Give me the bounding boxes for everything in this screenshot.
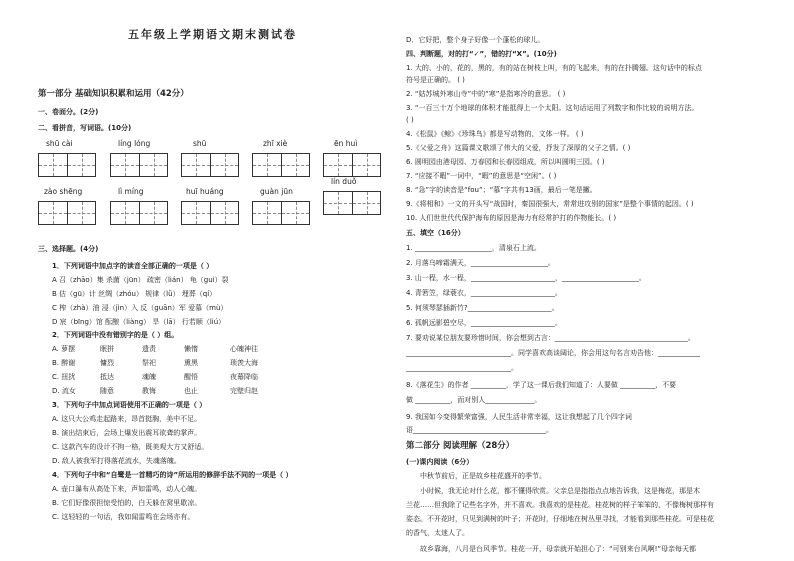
passage-line-6: 故乡靠海，八月是台风季节。桂花一开，母亲就开始担心了：“可别来台风啊!”母亲每天都 [420, 545, 697, 553]
choice-2-word: 也止 [184, 387, 198, 395]
choice-3-d[interactable]: D. 敌人被我军打得落花流水，失魂落魄。 [52, 457, 181, 465]
judge-10[interactable]: 10. 人们世世代代保护海布的原因是海力有经常护打的作物能长。( ) [406, 214, 617, 222]
fill-2[interactable]: 2. 月落乌啼霜满天，______________________。 [406, 259, 555, 267]
answer-box[interactable] [252, 201, 310, 225]
choice-2-stem: 2．下列词语中没有错别字的是（ ）组。 [52, 331, 179, 339]
choice-2-option[interactable]: B. 醉谢 [52, 359, 76, 367]
page-title: 五年级上学期语文期末测试卷 [128, 28, 297, 41]
choice-4-a[interactable]: A. 壶口瀑布从高处下来，声如雷鸣，动人心魄。 [52, 485, 202, 493]
part2-heading: 第二部分 阅读理解（28分） [406, 441, 515, 451]
choice-2-word: 遗责 [142, 345, 156, 353]
choice-2-word: 随意 [100, 387, 114, 395]
question-4: 四、判断题，对的打“✓”，错的打“X”。(10分) [406, 50, 557, 58]
choice-2-option[interactable]: C. 扭扰 [52, 373, 76, 381]
choice-2-word: 教悔 [142, 387, 156, 395]
passage-line-4: 姿态。不开花时，只见到满树的叶子；开花时，仔细地在树丛里寻找，才能看到那些桂花。可是桂花 [406, 515, 714, 523]
fill-7b[interactable]: ______________________________。同学喜欢高谈阔论，你会用这句名言劝告他：____________ [406, 349, 700, 357]
choice-2-option[interactable]: D. 流女 [52, 387, 76, 395]
pinyin-9: guàn jūn [260, 187, 293, 196]
choice-1-a[interactable]: A 召（zhāo）集 杀菌（jūn） 疏密（lián） 龟（gui）裂 [52, 276, 229, 284]
judge-9[interactable]: 9.《将相和》一文的开头写“战国时，秦国很强大，常常进攻别的国家”是整个事情的起因。( ) [406, 200, 694, 208]
question-1: 一、卷面分。(2分) [38, 108, 99, 116]
pinyin-8: huī huáng [186, 187, 224, 196]
fill-4[interactable]: 4. 青箬笠，绿蓑衣，________________________。 [406, 289, 562, 297]
judge-1a: 1. 大的、小的，花的，黑的，有的站在树枝上叫，有的飞起来，有的在扑腾翅。这句话中的标点 [406, 64, 702, 72]
choice-2-word: 慵烈 [100, 359, 114, 367]
pinyin-10: lín duǒ [331, 177, 357, 186]
passage-line-3: 兰花……但我除了记些名字外，并不喜欢。我喜欢的是桂花。桂花树的样子笨笨的，不像梅树那样有 [406, 501, 714, 509]
pinyin-2: líng lóng [118, 139, 151, 148]
fill-9a: 9. 我国如今变得繁荣富强，人民生活非常幸福，这让我想起了几个四字词 [406, 413, 632, 421]
pinyin-4: zhī xiè [263, 139, 288, 148]
choice-3-stem: 3．下列句子中加点词语使用不正确的一项是（ ） [52, 401, 207, 409]
fill-9b[interactable]: 语______________________________________。 [406, 426, 553, 434]
fill-1[interactable]: 1. ______________________，清泉石上流。 [406, 244, 541, 252]
judge-4[interactable]: 4.《松鼠》《鲸》《珍珠鸟》都是写动物的，文体一样。 ( ) [406, 130, 584, 138]
choice-2-word: 琐羡大海 [230, 359, 258, 367]
pinyin-7: lì míng [118, 187, 144, 196]
judge-6[interactable]: 6. 圆明园由港母园、万春园和长春园组成，所以叫圆明三园。( ) [406, 158, 605, 166]
judge-3b[interactable]: ( ) [406, 116, 414, 124]
answer-box[interactable] [181, 153, 239, 177]
passage-line-2: 小时候，我无论对什么花，都不懂得欣赏。父亲总是指指点点地告诉我，这是梅花，那是木 [420, 487, 700, 495]
fill-3[interactable]: 3. 山一程，水一程，________________________，______________________。 [406, 274, 646, 282]
fill-7a[interactable]: 7. 要劝说某位朋友要珍惜时间，你会想到古言：______________________________________。 [406, 334, 695, 342]
choice-4-b[interactable]: B. 它们好像很担惊受怕的，白天躲在窝里歇凉。 [52, 499, 202, 507]
choice-2-word: 抵达 [100, 373, 114, 381]
answer-box[interactable] [323, 153, 381, 177]
part1-heading: 第一部分 基础知识积累和运用（42分） [38, 89, 189, 99]
answer-box[interactable] [110, 201, 168, 225]
choice-3-b[interactable]: B. 演出结束后，会场上爆发出震耳欲聋的掌声。 [52, 429, 202, 437]
choice-4-c[interactable]: C. 这轻轻的一句话，我如闻雷鸣在会场亦有。 [52, 513, 195, 521]
answer-box[interactable] [323, 191, 381, 215]
choice-2-word: 完壁归赵 [230, 387, 258, 395]
question-2: 二、看拼音，写词语。(10分) [38, 124, 132, 132]
reading-1-heading: (一)课内阅读（6分） [406, 458, 474, 466]
answer-box[interactable] [38, 201, 96, 225]
passage-line-5: 的香气，太迷人了。 [406, 529, 469, 537]
choice-3-a[interactable]: A. 这只大公鸡走起路来，昂首挺胸，美中不足。 [52, 415, 202, 423]
choice-1-stem: 1．下列词语中加点字的读音全部正确的一项是（ ） [52, 262, 214, 270]
choice-2-word: 夜幕降临 [230, 373, 258, 381]
choice-1-c[interactable]: C 榨（zhà）油 浸（jìn）入 反（guān）军 爱慕（mù） [52, 304, 228, 312]
fill-5[interactable]: 5. 何须琴瑟插新竹?________________________。 [406, 304, 559, 312]
fill-7c[interactable]: ______________________________。 [406, 364, 518, 372]
judge-3a: 3. “一百三十万个地球的体积才能抵得上一个太阳。这句话运用了列数字和作比较的说明方法。 [406, 104, 699, 112]
choice-2-word: 懒惰 [184, 345, 198, 353]
judge-1b[interactable]: 符号是正确的。 ( ) [406, 76, 465, 84]
answer-box[interactable] [181, 201, 239, 225]
answer-box[interactable] [38, 153, 96, 177]
choice-2-word: 熏黑 [184, 359, 198, 367]
judge-5[interactable]: 5.《父爱之舟》这篇课文歌颂了伟大的父爱，抒发了深厚的父子之情。( ) [406, 144, 631, 152]
choice-2-word: 心魄神往 [230, 345, 258, 353]
passage-line-1: 中秋节前后，正是故乡桂花盛开的季节。 [420, 472, 546, 480]
choice-2-option[interactable]: A. 萝摆 [52, 345, 76, 353]
choice-4-stem: 4．下列句子中和“自鹭是一首精巧的诗”所运用的修辞手法不同的一项是（ ） [52, 471, 293, 479]
judge-2[interactable]: 2. “姑苏城外寒山寺”中的“寒”是指寒冷的意思。 ( ) [406, 90, 566, 98]
choice-2-word: 祭祀 [142, 359, 156, 367]
judge-7[interactable]: 7. “应接不暇”一词中，“暇”的意思是“空闲”。( ) [406, 172, 557, 180]
fill-8b[interactable]: 做 __________，而对别人______________。 [406, 396, 542, 404]
choice-1-d[interactable]: D 宸（bīng）馆 酝酿（liàng） 旱（lā） 行若顺（liú） [52, 318, 226, 326]
choice-2-word: 醒悟 [184, 373, 198, 381]
choice-4-d[interactable]: D．它好把，整个身子好像一个蓬松的球儿。 [406, 36, 545, 44]
judge-8[interactable]: 8. “急”字的读音是“fou”；“慕”字共有13画，最后一笔是撇。 [406, 186, 597, 194]
pinyin-3: shū [193, 139, 207, 148]
question-5: 五、填空（16分） [406, 229, 465, 237]
pinyin-1: shū cài [46, 139, 73, 148]
question-3: 三、选择题。(4分) [38, 245, 99, 253]
pinyin-5: ēn huì [334, 139, 358, 148]
answer-box[interactable] [252, 153, 310, 177]
fill-6[interactable]: 6. 孤帆远影碧空尽，________________________。 [406, 319, 562, 327]
pinyin-6: zào shēng [44, 187, 83, 196]
choice-3-c[interactable]: C. 这款汽车的设计不拘一格，既美观大方又舒适。 [52, 443, 209, 451]
choice-2-word: 魂魄 [142, 373, 156, 381]
choice-1-b[interactable]: B 估（gū）计 丝绸（zhóu） 规律（lǜ） 埋葬（qí） [52, 290, 217, 298]
choice-2-word: 眠拼 [100, 345, 114, 353]
answer-box[interactable] [110, 153, 168, 177]
fill-8a[interactable]: 8.《落花生》的作者 __________，学了这一课后我们知道了：人要做 __________，不要 [406, 381, 677, 389]
